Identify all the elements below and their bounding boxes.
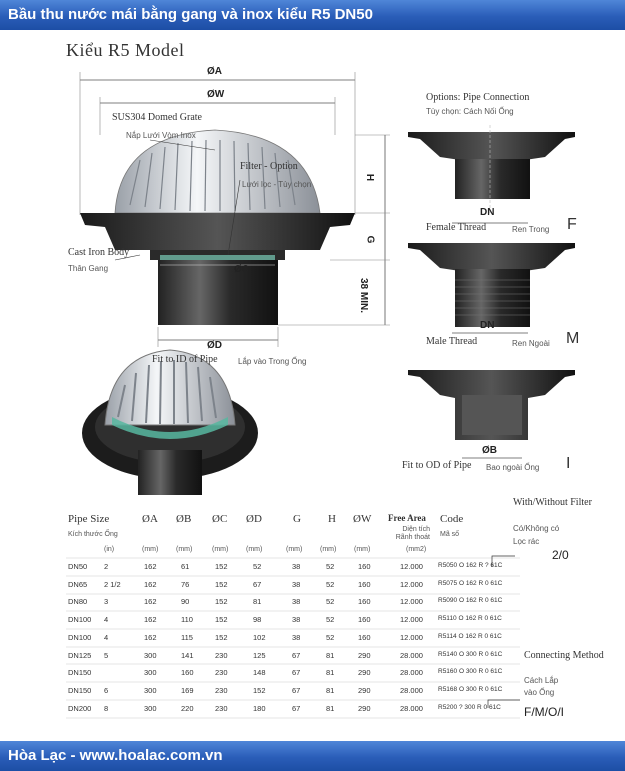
cell-c: 152 — [215, 579, 228, 589]
cell-c: 152 — [215, 597, 228, 607]
connect-note-value: F/M/O/I — [524, 705, 564, 719]
cell-d: 180 — [253, 703, 266, 713]
cell-g: 38 — [292, 562, 301, 571]
cell-dn: DN150 — [68, 685, 92, 695]
unit-a: (mm) — [142, 546, 159, 553]
cell-dn: DN150 — [68, 668, 92, 678]
cell-w: 160 — [358, 562, 371, 571]
male-label: Male Thread — [426, 336, 478, 347]
cell-code: R5168 O 300 R 0 61C — [438, 685, 503, 693]
cell-dn: DN100 — [68, 615, 92, 625]
cell-b: 61 — [181, 562, 190, 571]
cell-c: 152 — [215, 562, 228, 571]
cell-a: 162 — [144, 562, 157, 571]
cell-b: 141 — [181, 650, 194, 660]
cell-a: 162 — [144, 615, 157, 625]
dim-w-label: ØW — [207, 89, 225, 100]
cell-h: 81 — [326, 650, 335, 660]
body-label: Cast Iron Body — [68, 247, 130, 258]
cell-a: 300 — [144, 650, 157, 660]
cell-d: 152 — [253, 685, 266, 695]
title-banner — [0, 0, 625, 30]
dim-a-label: ØA — [207, 66, 222, 77]
dim-min-label: 38 MIN. — [358, 277, 370, 314]
filter-note-sub2: Lọc rác — [513, 537, 540, 546]
cell-w: 160 — [358, 579, 371, 589]
cell-h: 52 — [326, 615, 335, 625]
male-letter: M — [566, 330, 580, 347]
cell-dn: DN200 — [68, 703, 92, 713]
cell-w: 160 — [358, 615, 371, 625]
cell-in: 8 — [104, 703, 109, 713]
cell-b: 169 — [181, 685, 194, 695]
fit-id-label: Fit to ID of Pipe — [152, 354, 218, 365]
cell-h: 52 — [326, 632, 335, 642]
cell-area: 12.000 — [400, 579, 423, 589]
cell-g: 67 — [292, 650, 301, 660]
cell-g: 38 — [292, 632, 301, 642]
cell-code: R5140 O 300 R 0 61C — [438, 650, 503, 658]
female-sub: Ren Trong — [512, 225, 550, 234]
dim-g-label: G — [364, 235, 376, 244]
dim-b-label: ØB — [482, 445, 497, 456]
fit-id-sub: Lắp vào Trong Ống — [238, 357, 307, 366]
cell-w: 290 — [358, 650, 371, 660]
col-w: ØW — [353, 513, 372, 525]
col-a: ØA — [142, 513, 158, 525]
cell-a: 162 — [144, 579, 157, 589]
cell-d: 125 — [253, 650, 266, 660]
cell-d: 102 — [253, 632, 266, 642]
unit-w: (mm) — [354, 546, 371, 553]
cell-area: 12.000 — [400, 632, 423, 642]
col-free-area: Free Area — [388, 513, 426, 523]
cell-b: 115 — [181, 632, 193, 642]
cell-c: 230 — [215, 668, 228, 678]
connect-note-label: Connecting Method — [524, 650, 604, 661]
cell-area: 12.000 — [400, 562, 423, 571]
cell-in: 4 — [104, 632, 109, 642]
options-sub: Tùy chọn: Cách Nối Ống — [426, 107, 514, 116]
cell-g: 67 — [292, 703, 301, 713]
cell-g: 38 — [292, 579, 301, 589]
unit-b: (mm) — [176, 546, 193, 553]
cell-a: 300 — [144, 703, 157, 713]
cell-dn: DN100 — [68, 632, 92, 642]
unit-h: (mm) — [320, 546, 337, 553]
unit-c: (mm) — [212, 546, 229, 553]
filter-note-label: With/Without Filter — [513, 497, 592, 508]
cell-a: 162 — [144, 632, 157, 642]
footer-text[interactable]: Hòa Lạc - www.hoalac.com.vn — [8, 747, 223, 764]
cell-dn: DN65 — [68, 579, 88, 589]
female-letter: F — [567, 216, 577, 233]
cell-c: 152 — [215, 632, 228, 642]
unit-d: (mm) — [246, 546, 263, 553]
cell-code: R5110 O 162 R 0 61C — [438, 615, 502, 623]
col-code-sub: Mã số — [440, 531, 460, 538]
cell-c: 230 — [215, 685, 228, 695]
cell-c: 152 — [215, 615, 228, 625]
cell-in: 3 — [104, 597, 109, 607]
cell-g: 67 — [292, 685, 301, 695]
grate-label: SUS304 Domed Grate — [112, 112, 202, 123]
cell-w: 290 — [358, 703, 371, 713]
cell-d: 52 — [253, 562, 262, 571]
cell-dn: DN80 — [68, 597, 88, 607]
cell-dn: DN125 — [68, 650, 92, 660]
col-d: ØD — [246, 513, 262, 525]
cell-area: 28.000 — [400, 703, 423, 713]
cell-in: 4 — [104, 615, 109, 625]
cell-w: 160 — [358, 597, 371, 607]
cell-area: 12.000 — [400, 615, 423, 625]
od-letter: I — [566, 455, 571, 472]
cell-h: 81 — [326, 668, 335, 678]
cell-g: 67 — [292, 668, 301, 678]
technical-drawing — [0, 55, 625, 505]
cell-b: 76 — [181, 579, 190, 589]
cell-b: 110 — [181, 615, 193, 625]
filter-note-value: 2/0 — [552, 548, 569, 562]
cell-h: 52 — [326, 597, 335, 607]
od-sub: Bao ngoài Ống — [486, 463, 540, 472]
dim-dn-female: DN — [480, 207, 495, 218]
cell-h: 52 — [326, 579, 335, 589]
cell-code: R5075 O 162 R 0 61C — [438, 579, 503, 587]
cell-w: 290 — [358, 685, 371, 695]
cell-code: R5114 O 162 R 0 61C — [438, 632, 502, 640]
dim-c-label: ØC — [234, 264, 249, 275]
cell-d: 67 — [253, 579, 262, 589]
page-title: Bầu thu nước mái bằng gang và inox kiểu R5 DN50 — [8, 6, 373, 23]
cell-in: 5 — [104, 650, 109, 660]
cell-a: 300 — [144, 685, 157, 695]
connect-note-sub2: vào Ống — [524, 688, 555, 697]
cell-h: 52 — [326, 562, 335, 571]
cell-d: 98 — [253, 615, 262, 625]
cell-c: 230 — [215, 650, 228, 660]
cell-h: 81 — [326, 685, 335, 695]
cell-code: R5160 O 300 R 0 61C — [438, 668, 503, 676]
grate-sub: Nắp Lưới Vòm Inox — [126, 131, 196, 140]
dim-d-label: ØD — [207, 340, 222, 351]
unit-in: (in) — [104, 546, 115, 553]
cell-d: 148 — [253, 668, 266, 678]
col-c: ØC — [212, 513, 228, 525]
col-code: Code — [440, 513, 464, 525]
filter-note-sub1: Có/Không có — [513, 524, 560, 533]
cell-in: 2 1/2 — [104, 579, 121, 589]
dim-h-label: H — [364, 173, 376, 182]
cell-in: 6 — [104, 685, 109, 695]
cell-g: 38 — [292, 615, 301, 625]
filter-sub: Lưới lọc - Tùy chọn — [242, 180, 312, 189]
cell-d: 81 — [253, 597, 262, 607]
col-b: ØB — [176, 513, 192, 525]
connect-note-sub1: Cách Lắp — [524, 676, 559, 685]
model-title: Kiểu R5 Model — [66, 40, 185, 60]
od-label: Fit to OD of Pipe — [402, 460, 472, 471]
body-sub: Thân Gang — [68, 264, 109, 273]
cell-dn: DN50 — [68, 562, 88, 571]
cell-h: 81 — [326, 703, 335, 713]
cell-a: 162 — [144, 597, 157, 607]
footer-banner — [0, 741, 625, 771]
cell-b: 90 — [181, 597, 190, 607]
male-sub: Ren Ngoài — [512, 339, 550, 348]
cell-w: 160 — [358, 632, 371, 642]
col-free-area-sub: Diện tích Rãnh thoát — [395, 526, 430, 541]
cell-w: 290 — [358, 668, 371, 678]
col-pipe-size-sub: Kích thước Ống — [68, 531, 118, 538]
cell-area: 28.000 — [400, 650, 423, 660]
dim-dn-male: DN — [480, 320, 495, 331]
unit-area: (mm2) — [406, 546, 427, 553]
cell-g: 38 — [292, 597, 301, 607]
col-g: G — [293, 513, 301, 525]
cell-code: R5200 ? 300 R 0 61C — [438, 703, 501, 711]
cell-c: 230 — [215, 703, 228, 713]
filter-label: Filter - Option — [240, 161, 298, 172]
cell-area: 28.000 — [400, 685, 423, 695]
cell-in: 2 — [104, 562, 109, 571]
cell-code: R5090 O 162 R 0 61C — [438, 597, 503, 605]
female-label: Female Thread — [426, 222, 487, 233]
cell-a: 300 — [144, 668, 157, 678]
cell-b: 160 — [181, 668, 194, 678]
cell-b: 220 — [181, 703, 194, 713]
unit-g: (mm) — [286, 546, 303, 553]
cell-area: 12.000 — [400, 597, 423, 607]
col-h: H — [328, 513, 336, 525]
cell-area: 28.000 — [400, 668, 423, 678]
cell-code: R5050 O 162 R ? 61C — [438, 562, 503, 569]
options-title: Options: Pipe Connection — [426, 92, 530, 103]
col-pipe-size: Pipe Size — [68, 513, 110, 525]
